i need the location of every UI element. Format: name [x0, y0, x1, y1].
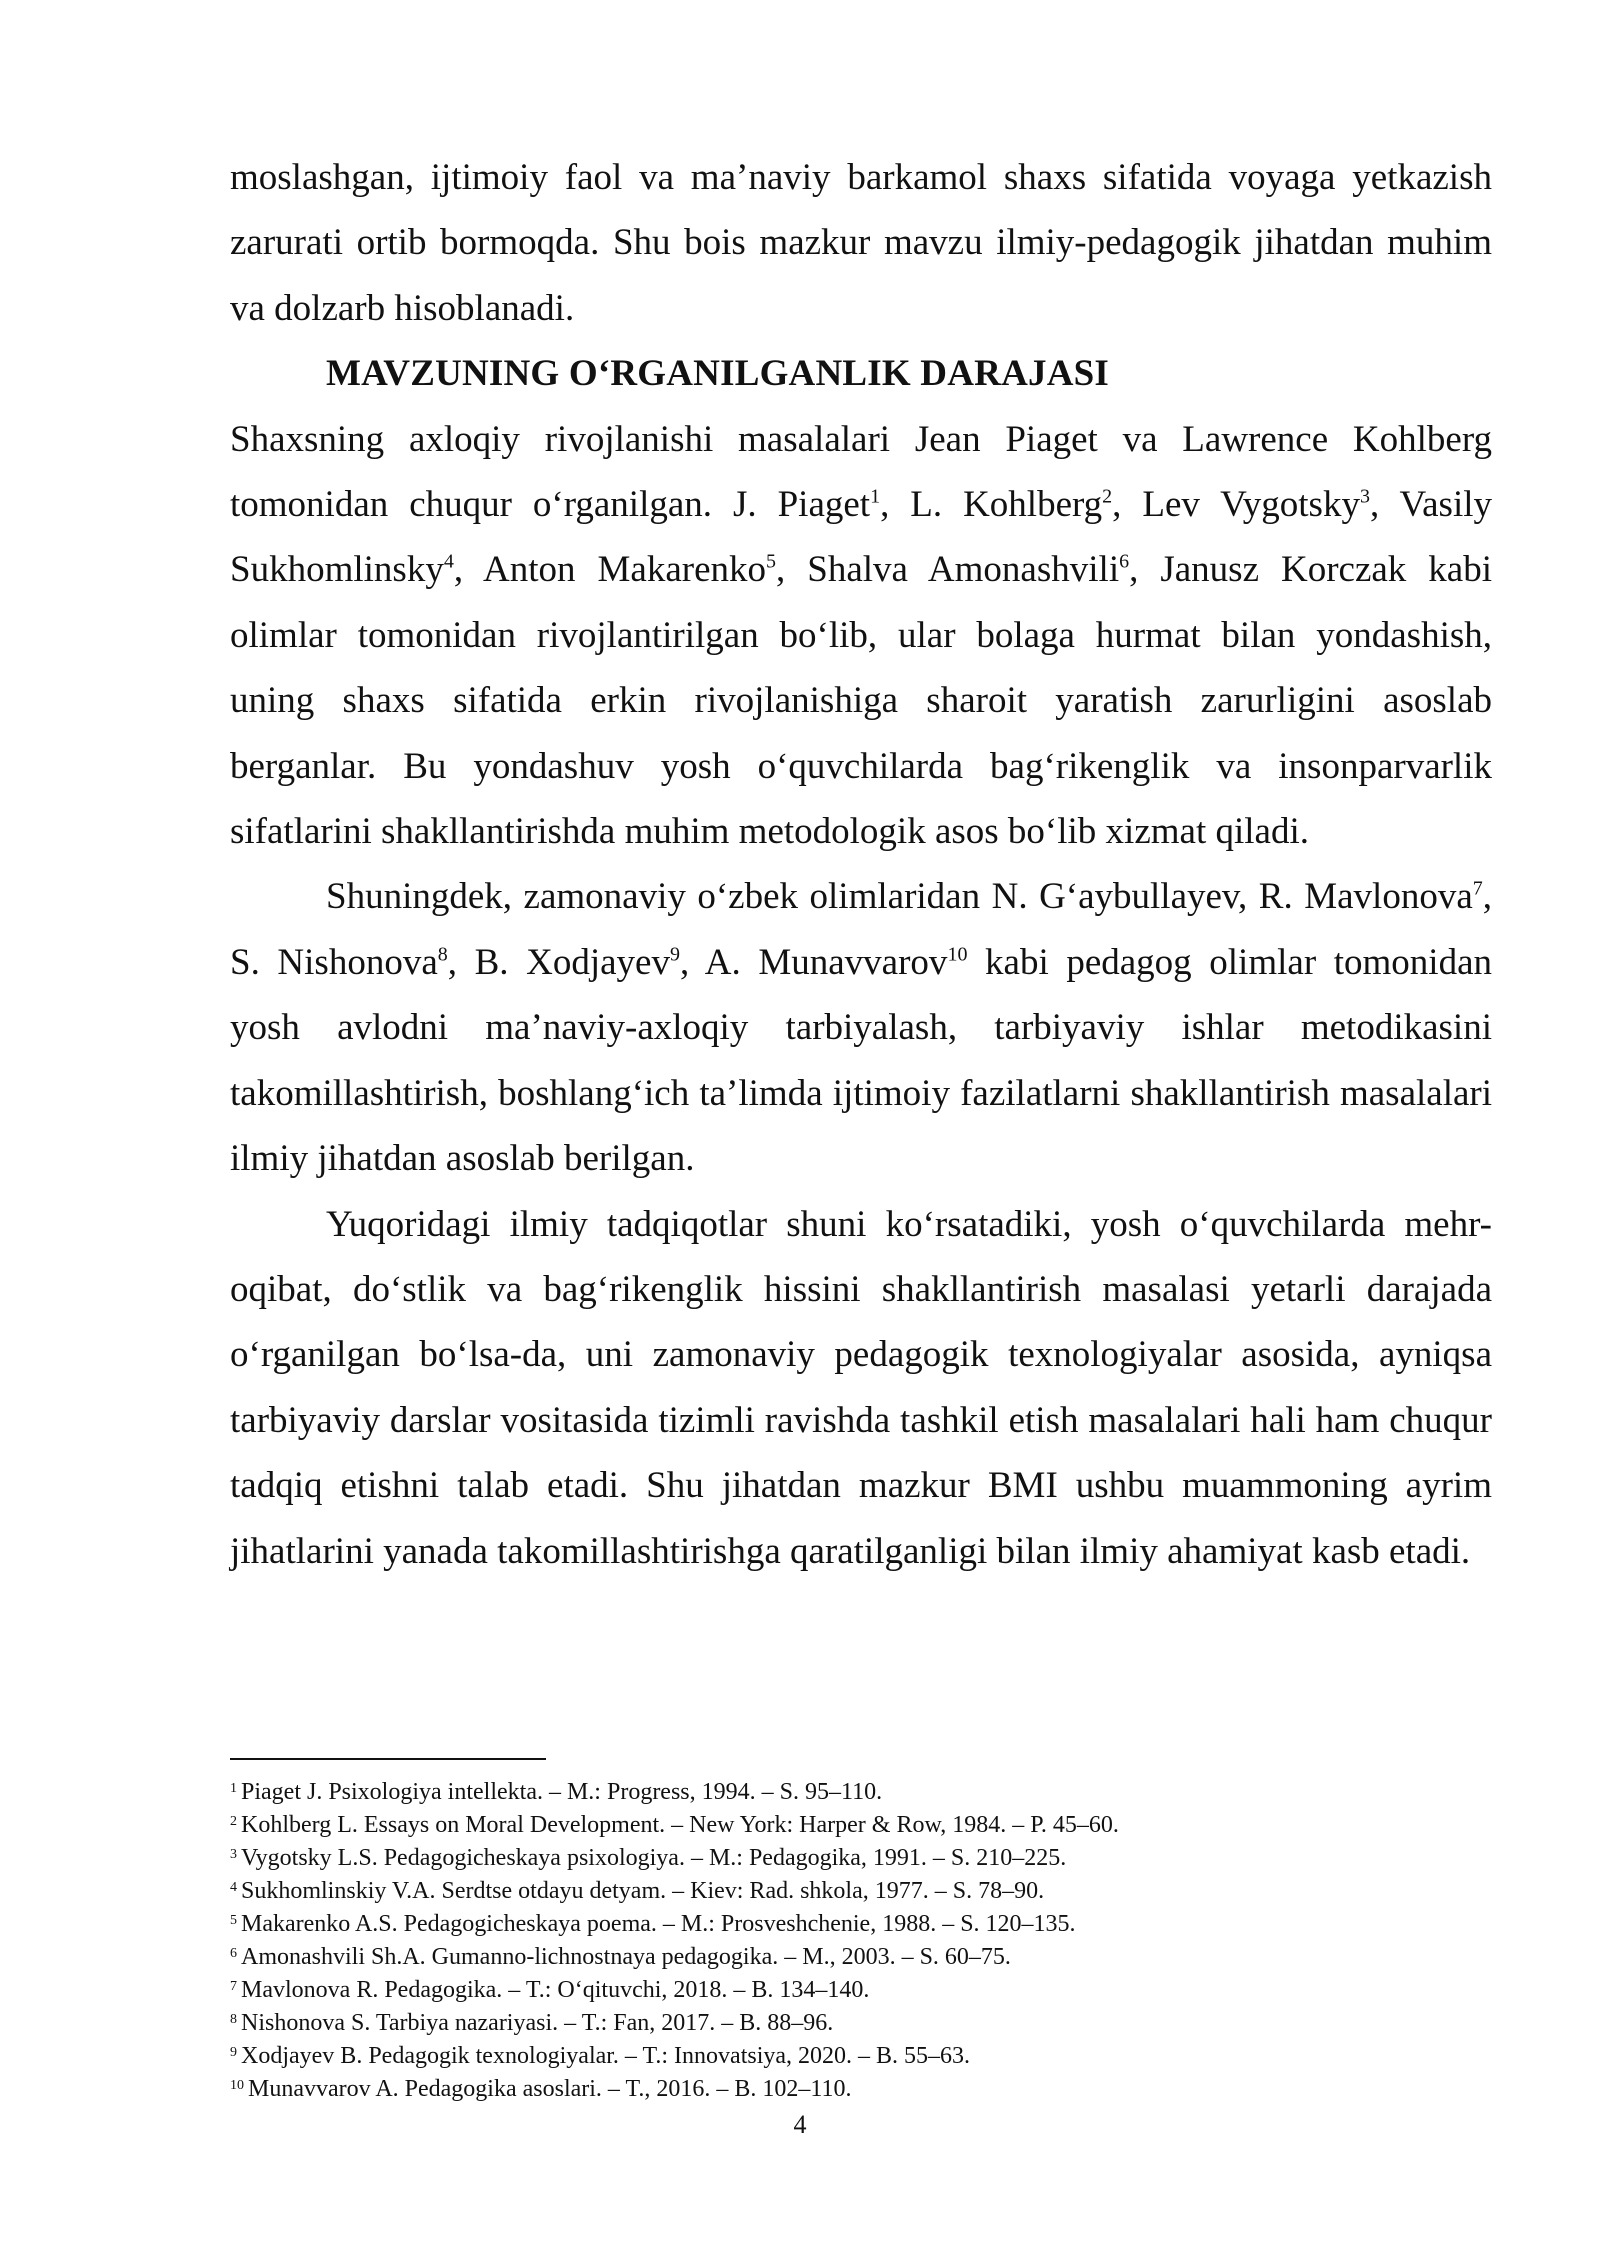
footnote-ref[interactable]: 1	[870, 485, 881, 508]
footnote-item	[230, 1908, 1492, 1941]
footnote-text: Mavlonova R. Pedagogika. – T.: O‘qituvchi, 2018. – B. 134–140.	[241, 1977, 870, 2003]
footnote-number: 9	[230, 2045, 237, 2060]
footnote-ref[interactable]: 2	[1102, 485, 1113, 508]
footnote-ref[interactable]: 10	[947, 943, 968, 966]
footnote-item	[230, 1842, 1492, 1875]
footnote-number: 8	[230, 2012, 237, 2027]
footnote-ref[interactable]: 3	[1359, 485, 1370, 508]
footnote-item	[230, 1941, 1492, 1974]
paragraph-continued: moslashgan, ijtimoiy faol va ma’naviy barkamol shaxs sifatida voyaga yetkazish zarurati ortib bormoqda. Shu bois mazkur mavzu ilmiy-pedagogik jihatdan muhim va dolzarb hisoblanadi.	[230, 157, 1492, 329]
text-run: , S. Nishonova	[230, 876, 1492, 983]
text-run: Shaxsning axloqiy rivojlanishi masalalari Jean Piaget va Lawrence Kohlberg tomonidan chuqur o‘rganilgan. J. Piaget	[230, 418, 1492, 526]
footnote-text: Makarenko A.S. Pedagogicheskaya poema. – M.: Prosveshchenie, 1988. – S. 120–135.	[241, 1911, 1076, 1937]
footnote-number: 3	[230, 1847, 237, 1862]
footnote-ref[interactable]: 5	[766, 551, 777, 574]
text-run: , Lev Vygotsky	[1112, 484, 1360, 526]
text-run: , Shalva Amonashvili	[776, 549, 1120, 591]
text-run: , A. Munavvarov	[679, 941, 948, 983]
footnote-number: 10	[230, 2078, 244, 2093]
paragraph-conclusion: Yuqoridagi ilmiy tadqiqotlar shuni ko‘rsatadiki, yosh o‘quvchilarda mehr-oqibat, do‘stlik va bag‘rikenglik hissini shakllantirish masalasi yetarli darajada o‘rganilgan bo‘lsa-da, uni zamonaviy pedagogik texnologiyalar asosida, ayniqsa tarbiyaviy darslar vositasida tizimli ravishda tashkil etish masalalari hali ham chuqur tadqiq etishni talab etadi. Shu jihatdan mazkur BMI ushbu muammoning ayrim jihatlarini yanada takomillashtirishga qaratilganligi bilan ilmiy ahamiyat kasb etadi.	[230, 1203, 1492, 1572]
footnote-item	[230, 2040, 1492, 2073]
footnote-item	[230, 1974, 1492, 2007]
footnote-item	[230, 1809, 1492, 1842]
footnote-number: 6	[230, 1946, 237, 1961]
footnote-text: Amonashvili Sh.A. Gumanno-lichnostnaya pedagogika. – M., 2003. – S. 60–75.	[241, 1944, 1011, 1970]
footnote-number: 7	[230, 1979, 237, 1994]
footnote-number: 2	[230, 1814, 237, 1829]
footnote-item	[230, 1875, 1492, 1908]
footnote-item	[230, 2007, 1492, 2040]
text-run: kabi pedagog olimlar tomonidan yosh avlodni ma’naviy-axloqiy tarbiyalash, tarbiyaviy ishlar metodikasini takomillashtirish, boshlang‘ich ta’limda ijtimoiy fazilatlarni shakllantirish masalalari ilmiy jihatdan asoslab berilgan.	[230, 941, 1493, 1180]
text-run: , Vasily Sukhomlinsky	[230, 484, 1492, 591]
text-run: , L. Kohlberg	[880, 484, 1103, 526]
footnote-number: 1	[230, 1781, 237, 1796]
footnote-ref[interactable]: 6	[1119, 551, 1130, 574]
text-run: , Anton Makarenko	[453, 549, 767, 591]
page-number: 4	[793, 2110, 807, 2139]
footnote-text: Munavvarov A. Pedagogika asoslari. – T., 2016. – B. 102–110.	[248, 2076, 852, 2102]
paragraph-literature-review	[230, 407, 1492, 865]
text-run: Shuningdek, zamonaviy o‘zbek olimlaridan N. G‘aybullayev, R. Mavlonova	[326, 876, 1473, 918]
footnote-text: Xodjayev B. Pedagogik texnologiyalar. – T.: Innovatsiya, 2020. – B. 55–63.	[241, 2043, 971, 2069]
footnote-separator	[230, 1758, 546, 1760]
footnote-text: Vygotsky L.S. Pedagogicheskaya psixologiya. – M.: Pedagogika, 1991. – S. 210–225.	[241, 1845, 1067, 1871]
footnote-number: 5	[230, 1913, 237, 1928]
text-run: , Janusz Korczak kabi olimlar tomonidan rivojlantirilgan bo‘lib, ular bolaga hurmat bilan yondashish, uning shaxs sifatida erkin rivojlanishiga sharoit yaratish zarurligini asoslab berganlar. Bu yondashuv yosh o‘quvchilarda bag‘rikenglik va insonparvarlik sifatlarini shakllantirishda muhim metodologik asos bo‘lib xizmat qiladi.	[230, 549, 1493, 853]
paragraph-uzbek-scholars	[230, 864, 1492, 1191]
footnote-text: Kohlberg L. Essays on Moral Development. – New York: Harper & Row, 1984. – P. 45–60.	[241, 1812, 1119, 1838]
footnote-ref[interactable]: 7	[1472, 878, 1483, 901]
body-text	[230, 145, 1492, 1584]
footnote-text: Nishonova S. Tarbiya nazariyasi. – T.: Fan, 2017. – B. 88–96.	[241, 2010, 834, 2036]
footnote-text: Piaget J. Psixologiya intellekta. – M.: Progress, 1994. – S. 95–110.	[241, 1779, 883, 1805]
footnote-ref[interactable]: 8	[437, 943, 448, 966]
footnote-number: 4	[230, 1880, 237, 1895]
footnote-ref[interactable]: 9	[669, 943, 680, 966]
footnote-text: Sukhomlinskiy V.A. Serdtse otdayu detyam. – Kiev: Rad. shkola, 1977. – S. 78–90.	[241, 1878, 1045, 1904]
section-heading: MAVZUNING O‘RGANILGANLIK DARAJASI	[326, 353, 1109, 395]
footnote-ref[interactable]: 4	[443, 551, 454, 574]
footnote-item	[230, 1776, 1492, 1809]
footnote-item	[230, 2073, 1492, 2106]
text-run: , B. Xodjayev	[447, 941, 670, 983]
footnotes	[230, 1776, 1492, 2106]
